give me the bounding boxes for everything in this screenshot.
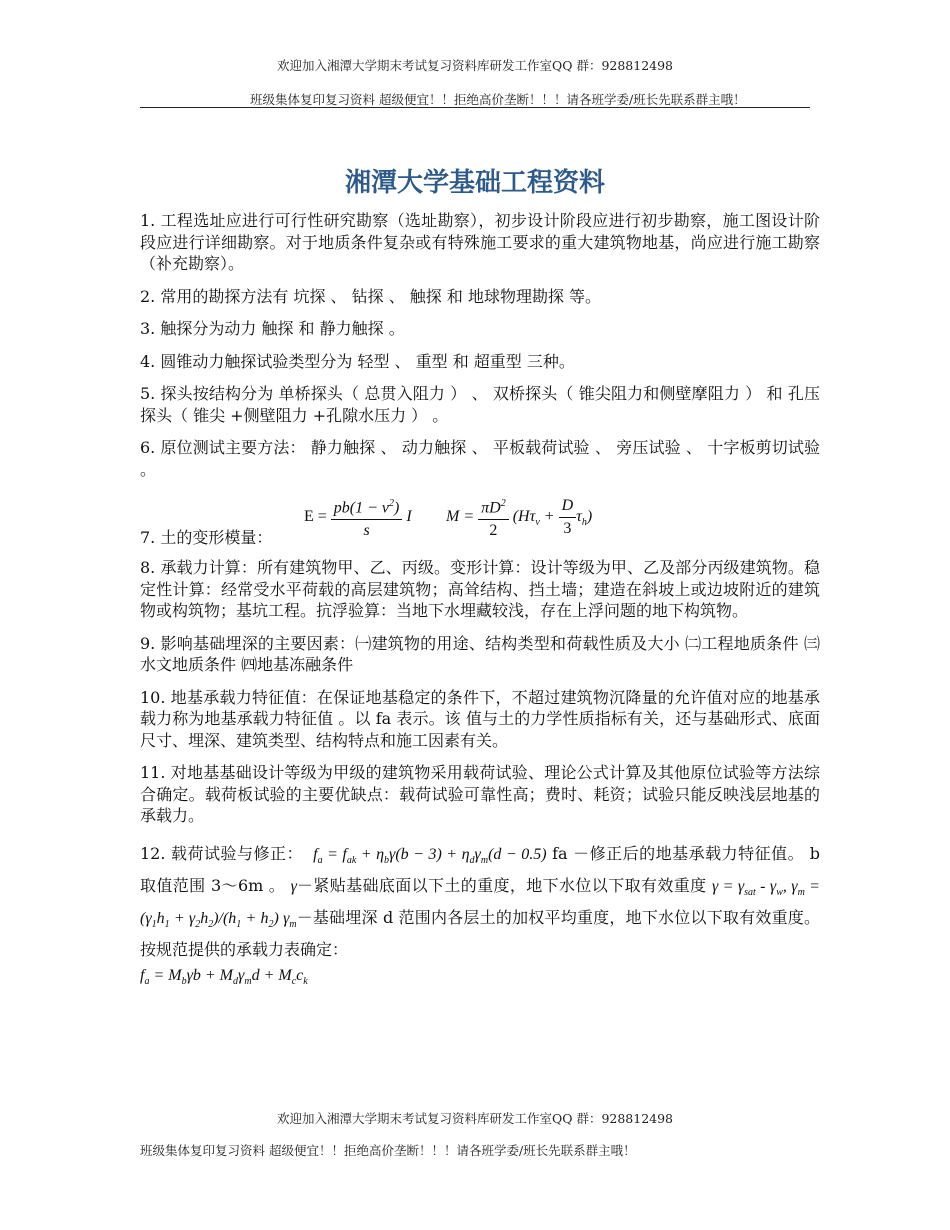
item-12-unit: m 。 — [248, 875, 291, 895]
item-7-label: 7. 土的变形模量： — [140, 528, 273, 547]
page-title: 湘潭大学基础工程资料 — [344, 168, 605, 198]
item-12 — [140, 841, 820, 995]
bearing-correction-formula: $f_a = f_{ak} + \eta_b\gamma(b - 3) + \eta_d\gamma_m(d - 0.5)$ — [308, 845, 547, 866]
header-line-2: 班级集体复印复习资料 超级便宜！！拒绝高价垄断！！！请各班学委/班长先联系群主哦！ — [250, 92, 746, 107]
deformation-modulus-formula: E = $\frac{pb(1 - \nu^2)}{s}$ I — [304, 493, 412, 541]
footer-line-2: 班级集体复印复习资料 超级便宜！！拒绝高价垄断！！！请各班学委/班长先联系群主哦！ — [140, 1143, 636, 1158]
torque-formula: M = $\frac{\pi D^2}{2}$ ($H\tau_v$ + $\frac{D}{3}$ $\tau_h$) — [446, 493, 592, 541]
gamma-symbol: γ — [290, 877, 297, 895]
item-8: 8. 承载力计算：所有建筑物甲、乙、丙级。变形计算：设计等级为甲、乙及部分丙级建筑物。稳定性计算：经常受水平荷载的高层建筑物；高耸结构、挡土墙；建造在斜坡上或边坡附近的建筑物或构筑物；基坑工程。抗浮验算：当地下水埋藏较浅，存在上浮问题的地下构筑物。 — [140, 558, 820, 620]
footer-line-1: 欢迎加入湘潭大学期末考试复习资料库研发工作室QQ 群：928812498 — [276, 1111, 674, 1126]
bearing-table-formula: $f_a = M_b\gamma b + M_d\gamma_md + M_cc_k$ — [140, 967, 308, 988]
item-10: 10. 地基承载力特征值：在保证地基稳定的条件下，不超过建筑物沉降量的允许值对应的地基承载力称为地基承载力特征值 。以 fa 表示。该 值与土的力学性质指标有关，还与基础形式、底面尺寸、埋深、建筑类型、结构特点和施工因素有关。 — [140, 687, 820, 750]
item-9: 9. 影响基础埋深的主要因素：㈠建筑物的用途、结构类型和荷载性质及大小 ㈡工程地质条件 ㈢水文地质条件 ㈣地基冻融条件 — [140, 633, 820, 674]
item-11: 11. 对地基基础设计等级为甲级的建筑物采用载荷试验、理论公式计算及其他原位试验等方法综合确定。载荷板试验的主要优缺点：载荷试验可靠性高；费时、耗资；试验只能反映浅层地基的承载力。 — [140, 763, 820, 825]
header-line-1: 欢迎加入湘潭大学期末考试复习资料库研发工作室QQ 群：928812498 — [276, 58, 674, 73]
effective-unit-weight-formula: $\gamma = \gamma_{sat} - \gamma_w$, $\gamma_m = (\gamma_1h_1 + \gamma_2h_2)/(h_1 + h_2)$ $\gamma_m$ — [140, 877, 820, 931]
item-6: 6. 原位测试主要方法： 静力触探 、 动力触探 、 平板载荷试验 、 旁压试验 、 十字板剪切试验 。 — [140, 438, 820, 479]
item-2: 2. 常用的勘探方法有 坑探 、 钻探 、 触探 和 地球物理勘探 等。 — [140, 286, 602, 306]
item-3: 3. 触探分为动力 触探 和 静力触探 。 — [140, 319, 405, 338]
item-5: 5. 探头按结构分为 单桥探头（ 总贯入阻力 ） 、 双桥探头（ 锥尖阻力和侧壁摩阻力 ） 和 孔压探头（ 锥尖 +侧壁阻力 +孔隙水压力 ） 。 — [140, 384, 820, 425]
b-range: 3～6 — [211, 875, 249, 895]
item-12-text-a: fa －修正后的地基承载力特征值。 b 取值范围 — [140, 843, 820, 895]
item-1: 1. 工程选址应进行可行性研究勘察（选址勘察），初步设计阶段应进行初步勘察，施工图设计阶段应进行详细勘察。对于地质条件复杂或有特殊施工要求的重大建筑物地基，尚应进行施工勘察（补充勘察）。 — [140, 211, 820, 273]
item-12-text-c: －基础埋深 d 范围内各层土的加权平均重度，地下水位以下取有效重度。按规范提供的承载力表确定： — [140, 907, 820, 960]
item-12-text-b: －紧贴基础底面以下土的重度，地下水位以下取有效重度 — [296, 875, 712, 895]
item-4: 4. 圆锥动力触探试验类型分为 轻型 、 重型 和 超重型 三种。 — [140, 351, 575, 371]
item-7 — [140, 491, 820, 547]
item-12-label: 12. 载荷试验与修正： — [140, 843, 304, 863]
document-body — [140, 210, 820, 1005]
header-rule — [140, 107, 810, 108]
